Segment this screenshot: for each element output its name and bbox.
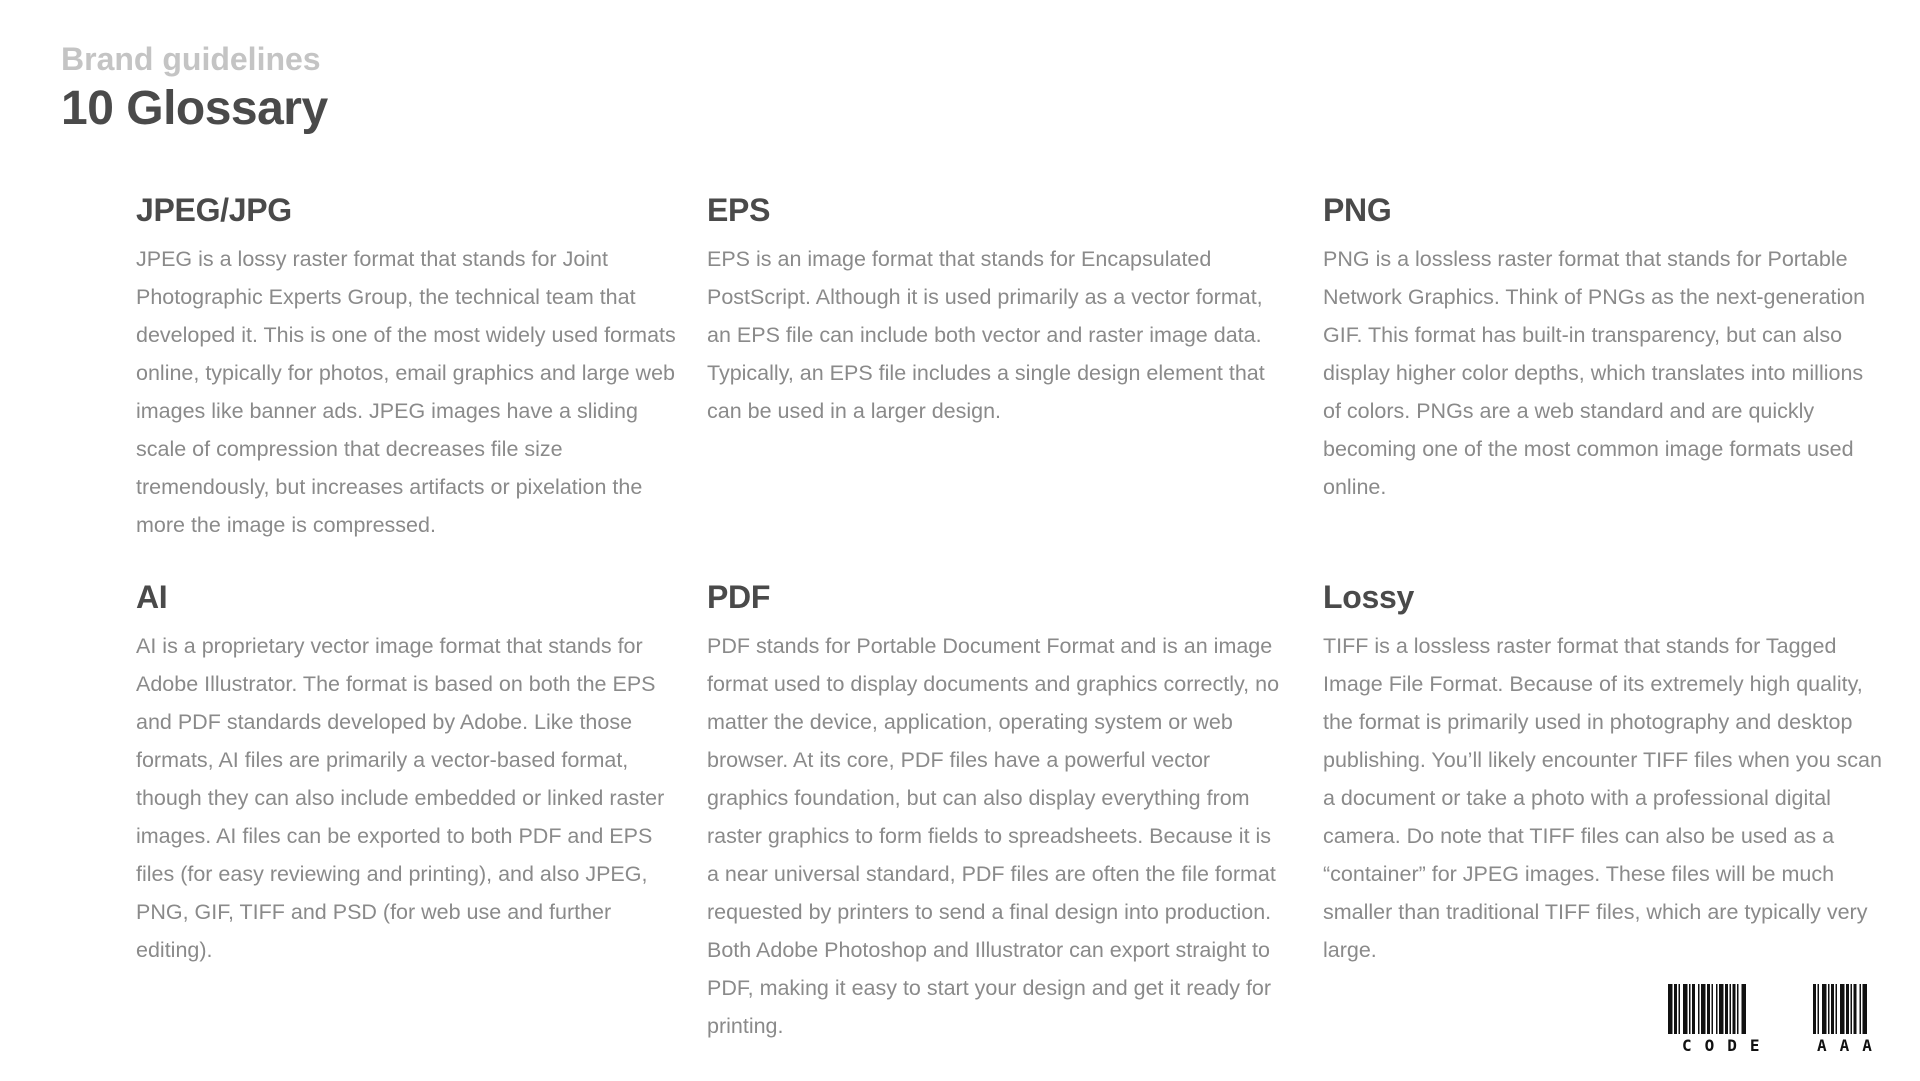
barcode-bar [1725, 984, 1728, 1034]
barcode-bar [1719, 984, 1724, 1034]
barcode-bar [1818, 984, 1820, 1034]
barcode-bar [1863, 984, 1868, 1034]
barcode-bars-icon [1668, 980, 1894, 1036]
term-description: PNG is a lossless raster format that stands for Portable Network Graphics. Think of PNGs as the next-generation GIF. This format has built-in transparency, but can also display higher color depths, which translates into millions of colors. PNGs are a web standard and are quickly becoming one of the most common image formats used online. [1323, 247, 1866, 499]
barcode-bar [1716, 984, 1718, 1034]
term-heading: PNG [1323, 192, 1392, 228]
barcode-bar [1822, 984, 1827, 1034]
term-description: EPS is an image format that stands for Encapsulated PostScript. Although it is used primarily as a vector format, an EPS file can include both vector and raster image data. Typically, an EPS file includes a single design element that can be used in a larger design. [707, 247, 1265, 423]
term-heading: PDF [707, 579, 771, 615]
term-description: PDF stands for Portable Document Format and is an image format used to display documents and graphics correctly, no matter the device, application, operating system or web browser. At its core, PDF files have a powerful vector graphics foundation, but can also display everything from raster graphics to form fields to spreadsheets. Because it is a near universal standard, PDF files are often the file format requested by printers to send a final design into production. Both Adobe Photoshop and Illustrator can export straight to PDF, making it easy to start your design and get it ready for printing. [707, 634, 1280, 1038]
barcode-bar [1692, 984, 1695, 1034]
glossary-item-ai [136, 577, 676, 969]
barcode-bar [1737, 984, 1739, 1034]
barcode-bar [1701, 984, 1706, 1034]
page-header [61, 38, 328, 138]
glossary-item-png [1323, 190, 1883, 506]
barcode-left-label: CODE [1682, 1036, 1773, 1055]
glossary-item-eps [707, 190, 1267, 430]
barcode-bar [1668, 984, 1673, 1034]
term-heading: EPS [707, 192, 771, 228]
barcode-bar [1846, 984, 1849, 1034]
glossary-item-pdf [707, 577, 1287, 1045]
barcode-bar [1813, 984, 1816, 1034]
barcode-bar [1854, 984, 1857, 1034]
glossary-item-lossy [1323, 577, 1883, 969]
section-eyebrow: Brand guidelines [61, 41, 321, 77]
barcode-right-label: AAA [1817, 1036, 1885, 1055]
term-description: TIFF is a lossless raster format that stands for Tagged Image File Format. Because of its extremely high quality, the format is primarily used in photography and desktop publishing. You’ll likely encounter TIFF files when you scan a document or take a photo with a professional digital camera. Do note that TIFF files can also be used as a “container” for JPEG images. These files will be much smaller than traditional TIFF files, which are typically very large. [1323, 634, 1882, 962]
barcode-bar [1742, 984, 1747, 1034]
barcode-bar [1828, 984, 1830, 1034]
barcode-bar [1840, 984, 1845, 1034]
term-description: AI is a proprietary vector image format that stands for Adobe Illustrator. The format is based on both the EPS and PDF standards developed by Adobe. Like those formats, AI files are primarily a vector-based format, though they can also include embedded or linked raster images. AI files can be exported to both PDF and EPS files (for easy reviewing and printing), and also JPEG, PNG, GIF, TIFF and PSD (for web use and further editing). [136, 634, 665, 962]
barcode-bar [1733, 984, 1736, 1034]
barcode-bar [1836, 984, 1838, 1034]
barcode-bar [1698, 984, 1700, 1034]
barcode-bar [1707, 984, 1710, 1034]
barcode-bar [1851, 984, 1853, 1034]
barcode-bar [1730, 984, 1732, 1034]
term-heading: Lossy [1323, 579, 1414, 615]
glossary-item-jpeg [136, 190, 676, 544]
barcode-bar [1679, 984, 1681, 1034]
barcode-bar [1689, 984, 1691, 1034]
barcode-bar [1860, 984, 1862, 1034]
barcode-bar [1712, 984, 1714, 1034]
term-heading: AI [136, 579, 168, 615]
term-description: JPEG is a lossy raster format that stands for Joint Photographic Experts Group, the technical team that developed it. This is one of the most widely used formats online, typically for photos, email graphics and large web images like banner ads. JPEG images have a sliding scale of compression that decreases file size tremendously, but increases artifacts or pixelation the more the image is compressed. [136, 247, 676, 537]
barcode [1668, 980, 1894, 1060]
barcode-bar [1683, 984, 1688, 1034]
barcode-bar [1831, 984, 1834, 1034]
term-heading: JPEG/JPG [136, 192, 292, 228]
page-title: 10 Glossary [61, 82, 328, 135]
barcode-bar [1674, 984, 1677, 1034]
